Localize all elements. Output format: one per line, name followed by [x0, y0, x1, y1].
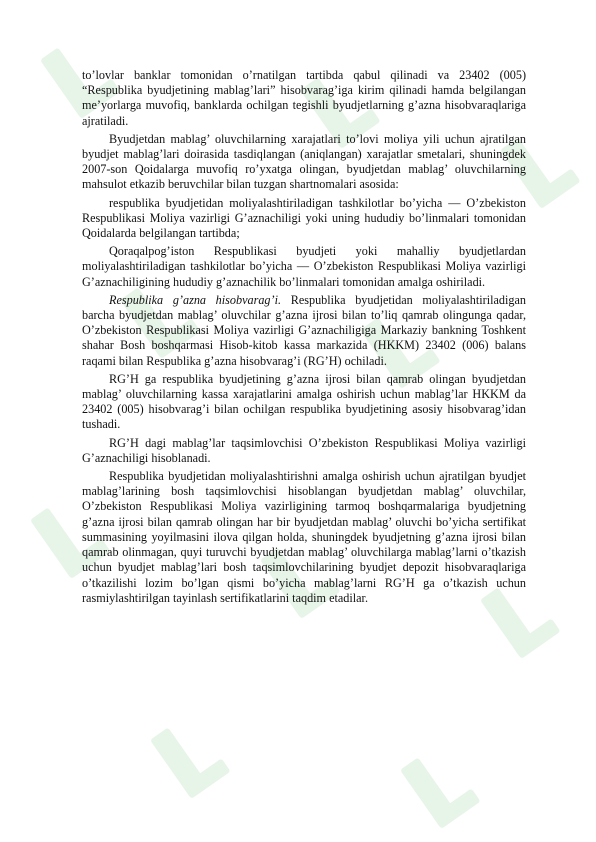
paragraph: Qoraqalpog’iston Respublikasi byudjeti yoki mahalliy byudjetlardan moliyalashtiriladigan tashkilotlar bo’yicha — O’zbekiston Respublikasi Moliya vazirligi G’aznachiligining hududiy g’aznachilik bo’linmalari tomonidan amalga oshiriladi.: [82, 244, 526, 289]
paragraph-body: Respublika byudjetidan moliyalashtiriladigan barcha byudjetdan mablag’ oluvchilar g’azna ijrosi bilan to’liq qamrab olingunga qadar, O’zbekiston Respublikasi Moliya vazirligi G’aznachiligiga Markaziy bankning Toshkent shahar Bosh boshqarmasi Hisob-kitob kassa markazida (HKKM) 23402 (006) balans raqami bilan Respublika g’azna hisobvarag’i (RG’H) ochiladi.: [82, 292, 526, 368]
paragraph: Respublika byudjetidan moliyalashtirishni amalga oshirish uchun ajratilgan byudjet mablag’larining bosh taqsimlovchisi hisoblangan byudjetdan mablag’ oluvchilar, O’zbekiston Respublikasi Moliya vazirligining tarmoq boshqarmalariga byudjetning g’azna ijrosi bilan qamrab olingan har bir byudjetdan mablag’ oluvchi bo’yicha sertifikat summasining yoyilmasini ilova qilgan holda, shuningdek byudjetning g’azna ijrosi bilan qamrab olinmagan, quyi turuvchi byudjetdan mablag’ oluvchilarga mablag’larni o’tkazish uchun byudjet mablag’lari bosh taqsimlovchilarining byudjet depozit hisobvaraqlariga o’tkazilishi lozim bo’lgan qismi bo’yicha mablag’larni RG’H ga o’tkazish uchun rasmiylashtirilgan tayinlash sertifikatlarini taqdim etadilar.: [82, 469, 526, 605]
paragraph: respublika byudjetidan moliyalashtiriladigan tashkilotlar bo’yicha — O’zbekiston Respublikasi Moliya vazirligi G’aznachiligi yoki uning hududiy bo’linmalari tomonidan Qoidalarda belgilangan tartibda;: [82, 195, 526, 241]
paragraph-lead-heading: Respublika g’azna hisobvarag’i.: [109, 292, 282, 307]
watermark-mark: [150, 712, 231, 799]
paragraph-with-lead: [82, 293, 526, 369]
document-page: [82, 68, 526, 609]
paragraph: to’lovlar banklar tomonidan o’rnatilgan tartibda qabul qilinadi va 23402 (005) “Respublika byudjetining mablag’lari” hisobvarag’iga kirim qilinadi hamda belgilangan me’yorlarga muvofiq, banklarda ochilgan tegishli byudjetlarning g’azna hisobvaraqlariga ajratiladi.: [82, 68, 526, 128]
paragraph: RG’H dagi mablag’lar taqsimlovchisi O’zbekiston Respublikasi Moliya vazirligi G’aznachiligi hisoblanadi.: [82, 435, 526, 465]
watermark-mark: [400, 742, 481, 829]
paragraph: RG’H ga respublika byudjetining g’azna ijrosi bilan qamrab olingan byudjetdan mablag’ oluvchilarning kassa xarajatlarini amalga oshirish uchun mablag’lar HKKM da 23402 (005) hisobvarag’i bilan ochilgan respublika byudjetining asosiy hisobvarag’idan tushadi.: [82, 371, 526, 432]
paragraph: Byudjetdan mablag’ oluvchilarning xarajatlari to’lovi moliya yili uchun ajratilgan byudjet mablag’lari doirasida tasdiqlangan (aniqlangan) xarajatlar smetalari, shuningdek 2007-son Qoidalarga muvofiq ro’yxatga olingan, byudjetdan mablag’ oluvchilarning mahsulot etkazib beruvchilar bilan tuzgan shartnomalari asosida:: [82, 131, 526, 192]
